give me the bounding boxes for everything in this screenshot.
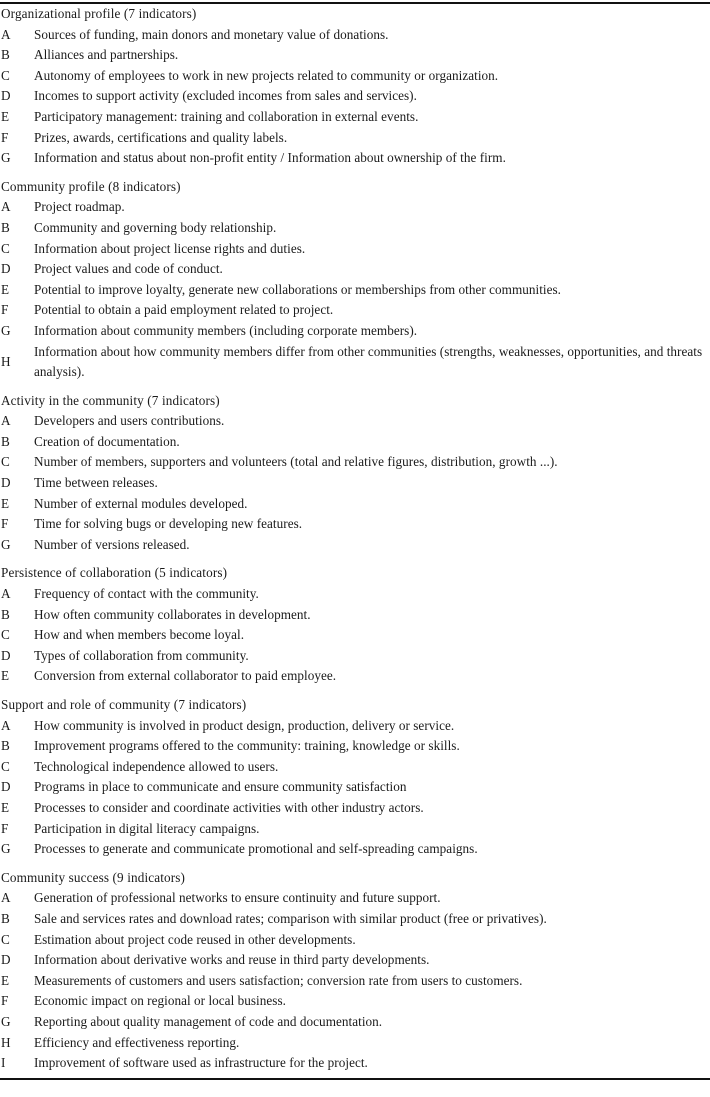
indicator-row [0,148,710,169]
indicator-row [0,819,710,840]
indicator-letter: A [1,890,11,906]
table-bottom-spacer [0,1074,710,1078]
indicator-row [0,239,710,260]
indicator-row [0,909,710,930]
indicator-letter: D [1,88,11,104]
indicator-row [0,321,710,342]
indicator-row [0,45,710,66]
indicator-row [0,991,710,1012]
indicator-letter: A [1,717,11,733]
indicator-row [0,971,710,992]
indicator-text: Improvement of software used as infrastructure for the project. [34,1055,368,1071]
indicator-row [0,514,710,535]
indicator-text: Potential to improve loyalty, generate new collaborations or memberships from other communities. [34,281,562,297]
section-rows [0,888,710,1073]
indicator-text: Project values and code of conduct. [34,261,223,277]
indicator-text: Types of collaboration from community. [34,647,249,663]
indicator-letter: G [1,1013,11,1029]
indicator-text: Sources of funding, main donors and monetary value of donations. [34,26,389,42]
indicator-row [0,259,710,280]
indicator-row [0,280,710,301]
indicator-row [0,473,710,494]
indicator-text: Project roadmap. [34,199,125,215]
section-title: Activity in the community (7 indicators) [1,392,220,408]
indicator-row [0,342,710,383]
indicator-row [0,839,710,860]
indicator-row [0,798,710,819]
indicator-row [0,25,710,46]
indicator-row [0,1033,710,1054]
indicator-text: Alliances and partnerships. [34,47,179,63]
indicator-text: Number of members, supporters and volunteers (total and relative figures, distribution, growth ...). [34,454,558,470]
indicator-row [0,218,710,239]
indicator-text: Conversion from external collaborator to paid employee. [34,668,337,684]
indicator-text: How community is involved in product design, production, delivery or service. [34,717,455,733]
indicator-text: Efficiency and effectiveness reporting. [34,1034,240,1050]
indicator-letter: G [1,150,11,166]
section-rows [0,25,710,169]
section-rows [0,716,710,860]
indicator-text: Time between releases. [34,475,158,491]
indicator-row [0,666,710,687]
indicator-letter: F [1,129,9,145]
indicator-row [0,736,710,757]
indicator-letter: B [1,47,10,63]
indicator-text: Reporting about quality management of code and documentation. [34,1013,383,1029]
indicator-letter: E [1,108,10,124]
section-title: Organizational profile (7 indicators) [1,6,197,21]
indicator-letter: E [1,281,10,297]
indicator-text: Number of external modules developed. [34,495,248,511]
indicator-letter: B [1,433,10,449]
indicator-text: Potential to obtain a paid employment related to project. [34,302,334,318]
indicator-section [0,563,710,687]
indicator-letter: C [1,931,10,947]
section-rows [0,197,710,382]
indicator-letter: D [1,261,11,277]
indicator-letter: C [1,67,10,83]
indicator-text: Generation of professional networks to ensure continuity and future support. [34,890,441,906]
section-title: Support and role of community (7 indicators) [1,697,247,712]
indicator-text: Information about derivative works and reuse in third party developments. [34,952,430,968]
indicator-text: Number of versions released. [34,536,190,552]
indicator-table [0,2,710,1080]
indicator-text: Frequency of contact with the community. [34,586,259,602]
indicator-text: Economic impact on regional or local business. [34,993,286,1009]
indicator-letter: F [1,993,9,1009]
indicator-text: Information and status about non-profit entity / Information about ownership of the firm. [34,150,506,166]
indicator-row [0,86,710,107]
indicator-row [0,584,710,605]
section-title: Persistence of collaboration (5 indicators) [1,565,228,581]
indicator-letter: B [1,910,10,926]
indicator-letter: B [1,738,10,754]
indicator-row [0,605,710,626]
indicator-text: Prizes, awards, certifications and quality labels. [34,129,288,145]
indicator-text: Programs in place to communicate and ensure community satisfaction [34,779,407,795]
indicator-letter: D [1,952,11,968]
indicator-section [0,4,710,169]
indicator-letter: G [1,536,11,552]
indicator-text: Technological independence allowed to users. [34,758,279,774]
section-rows [0,584,710,687]
indicator-letter: E [1,668,10,684]
indicator-section [0,695,710,860]
indicator-letter: F [1,516,9,532]
indicator-text: Information about community members (including corporate members). [34,322,418,338]
indicator-text: Information about project license rights and duties. [34,240,306,256]
section-title: Community profile (8 indicators) [1,178,181,194]
indicator-row [0,494,710,515]
indicator-row [0,777,710,798]
indicator-row [0,1012,710,1033]
indicator-letter: C [1,240,10,256]
indicator-section [0,177,710,383]
indicator-row [0,432,710,453]
indicator-letter: A [1,413,11,429]
indicator-text: Measurements of customers and users satisfaction; conversion rate from users to customers. [34,972,523,988]
indicator-text: Processes to consider and coordinate activities with other industry actors. [34,799,424,815]
indicator-text: Creation of documentation. [34,433,180,449]
indicator-row [0,625,710,646]
indicator-letter: E [1,972,10,988]
indicator-letter: G [1,322,11,338]
indicator-section [0,868,710,1074]
indicator-letter: B [1,606,10,622]
indicator-text: Estimation about project code reused in other developments. [34,931,356,947]
indicator-row [0,757,710,778]
section-rows [0,411,710,555]
indicator-row [0,535,710,556]
indicator-letter: D [1,647,11,663]
indicator-text: Participatory management: training and collaboration in external events. [34,108,419,124]
indicator-text: Participation in digital literacy campaigns. [34,820,260,836]
indicator-letter: E [1,799,10,815]
indicator-letter: C [1,758,10,774]
indicator-letter: D [1,779,11,795]
indicator-letter: D [1,475,11,491]
indicator-text: How often community collaborates in development. [34,606,311,622]
indicator-letter: C [1,454,10,470]
indicator-letter: A [1,26,11,42]
indicator-row [0,300,710,321]
indicator-row [0,950,710,971]
indicator-text: Autonomy of employees to work in new projects related to community or organization. [34,67,499,83]
indicator-row [0,197,710,218]
indicator-letter: I [1,1055,6,1071]
indicator-row [0,66,710,87]
indicator-letter: E [1,495,10,511]
indicator-letter: F [1,302,9,318]
section-title: Community success (9 indicators) [1,869,186,885]
indicator-row [0,452,710,473]
indicator-letter: H [1,353,11,369]
indicator-row [0,646,710,667]
indicator-text: Time for solving bugs or developing new features. [34,516,303,532]
indicator-letter: A [1,586,11,602]
indicator-letter: F [1,820,9,836]
indicator-row [0,128,710,149]
indicator-row [0,1053,710,1074]
indicator-text: Incomes to support activity (excluded incomes from sales and services). [34,88,417,104]
indicator-letter: G [1,841,11,857]
sections-container [0,4,710,1074]
indicator-text: Processes to generate and communicate promotional and self-spreading campaigns. [34,841,478,857]
indicator-text: Information about how community members differ from other communities (strengths, weaknesses, opportunities, and threats analysis). [34,343,703,380]
indicator-letter: B [1,219,10,235]
indicator-letter: H [1,1034,11,1050]
indicator-text: Sale and services rates and download rates; comparison with similar product (free or privatives). [34,910,547,926]
indicator-row [0,930,710,951]
indicator-text: How and when members become loyal. [34,627,245,643]
indicator-row [0,888,710,909]
indicator-row [0,411,710,432]
indicator-letter: A [1,199,11,215]
indicator-letter: C [1,627,10,643]
indicator-text: Improvement programs offered to the community: training, knowledge or skills. [34,738,460,754]
indicator-row [0,107,710,128]
indicator-row [0,716,710,737]
indicator-section [0,391,710,556]
indicator-text: Community and governing body relationship. [34,219,277,235]
indicator-text: Developers and users contributions. [34,413,225,429]
